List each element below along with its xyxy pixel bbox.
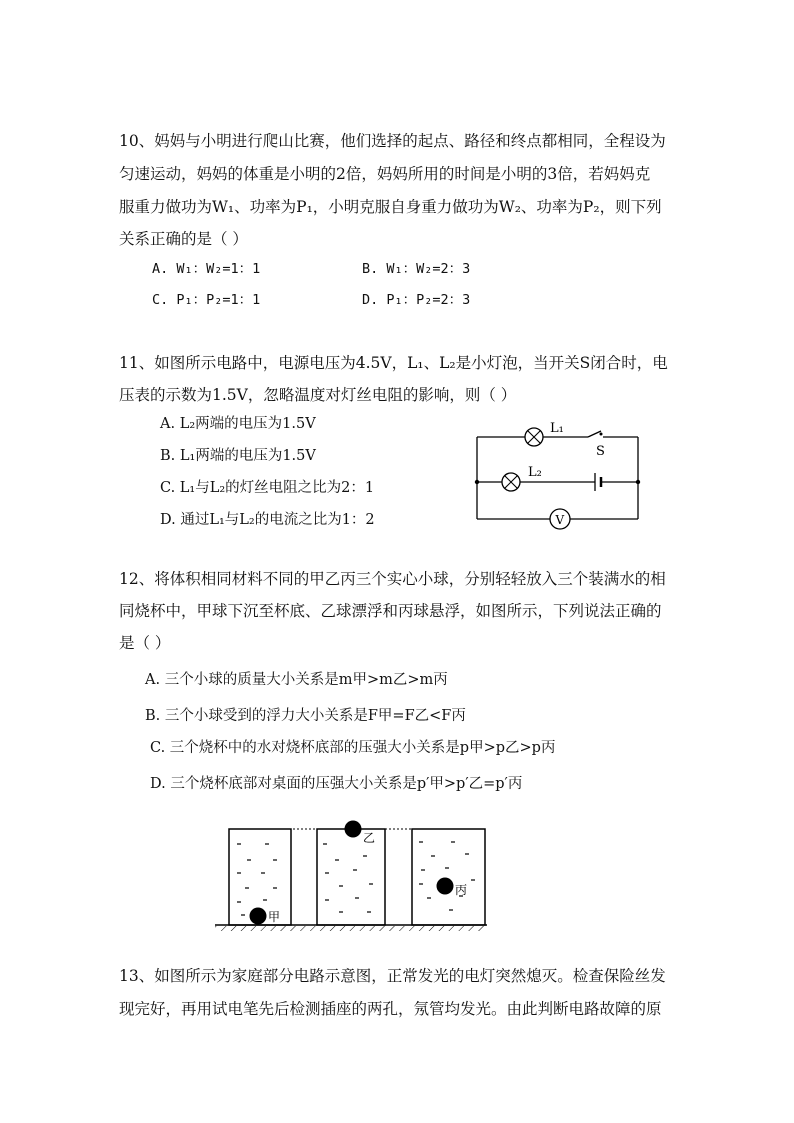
table-hatch	[215, 926, 487, 931]
water-marks-1	[237, 844, 277, 915]
q10-line-1: 10、妈妈与小明进行爬山比赛，他们选择的起点、路径和终点都相同，全程设为	[119, 132, 666, 150]
beaker-3	[412, 829, 485, 925]
ball-bing-label: 丙	[455, 883, 468, 897]
q11-option-b: B. L₁两端的电压为1.5V	[160, 448, 316, 464]
q10-line-4: 关系正确的是（ ）	[119, 230, 248, 248]
q12-option-a: A. 三个小球的质量大小关系是m甲>m乙>m丙	[145, 672, 448, 688]
q10-option-a: A. W₁：W₂=1：1	[152, 261, 261, 277]
switch-label: S	[596, 444, 605, 459]
q11-line-2: 压表的示数为1.5V，忽略温度对灯丝电阻的影响，则（ ）	[119, 386, 517, 404]
q12-line-1: 12、将体积相同材料不同的甲乙丙三个实心小球，分别轻轻放入三个装满水的相	[119, 570, 666, 588]
ball-jia	[250, 908, 267, 925]
q12-option-c: C. 三个烧杯中的水对烧杯底部的压强大小关系是p甲>p乙>p丙	[150, 740, 556, 756]
lamp-l2-label: L₂	[528, 465, 542, 480]
ball-yi	[345, 821, 362, 838]
q11-option-d: D. 通过L₁与L₂的电流之比为1：2	[160, 512, 375, 528]
ball-yi-label: 乙	[363, 831, 376, 845]
q13-line-2: 现完好，再用试电笔先后检测插座的两孔，氖管均发光。由此判断电路故障的原	[119, 1000, 662, 1018]
q10-option-c: C. P₁：P₂=1：1	[152, 292, 261, 308]
q10-option-d: D. P₁：P₂=2：3	[362, 292, 471, 308]
q12-line-2: 同烧杯中，甲球下沉至杯底、乙球漂浮和丙球悬浮，如图所示，下列说法正确的	[119, 602, 662, 620]
circuit-diagram	[470, 420, 650, 530]
ball-jia-label: 甲	[268, 910, 281, 924]
water-marks-2	[323, 844, 373, 912]
lamp-l2-icon	[502, 473, 520, 491]
junction-dot	[475, 480, 479, 484]
junction-dot	[636, 480, 640, 484]
battery-icon	[595, 473, 601, 491]
q10-line-2: 匀速运动，妈妈的体重是小明的2倍，妈妈所用的时间是小明的3倍，若妈妈克	[119, 165, 651, 183]
water-marks-3	[419, 842, 475, 910]
q13-line-1: 13、如图所示为家庭部分电路示意图，正常发光的电灯突然熄灭。检查保险丝发	[119, 967, 666, 985]
ball-bing	[437, 878, 454, 895]
q11-option-a: A. L₂两端的电压为1.5V	[160, 416, 316, 432]
q12-option-d: D. 三个烧杯底部对桌面的压强大小关系是p′甲>p′乙=p′丙	[150, 776, 523, 792]
switch-contact	[600, 433, 603, 436]
switch-blade	[588, 431, 601, 437]
lamp-l1-icon	[525, 428, 543, 446]
q12-line-3: 是（ ）	[119, 634, 171, 652]
lamp-l1-label: L₁	[550, 421, 564, 436]
q10-line-3: 服重力做功为W₁、功率为P₁，小明克服自身重力做功为W₂、功率为P₂，则下列	[119, 198, 662, 216]
beakers-diagram	[215, 818, 490, 933]
voltmeter-label: V	[555, 513, 565, 527]
q12-option-b: B. 三个小球受到的浮力大小关系是F甲=F乙<F丙	[145, 708, 466, 724]
q10-option-b: B. W₁：W₂=2：3	[362, 261, 471, 277]
q11-option-c: C. L₁与L₂的灯丝电阻之比为2：1	[160, 480, 375, 496]
q11-line-1: 11、如图所示电路中，电源电压为4.5V，L₁、L₂是小灯泡，当开关S闭合时，电	[119, 354, 668, 372]
